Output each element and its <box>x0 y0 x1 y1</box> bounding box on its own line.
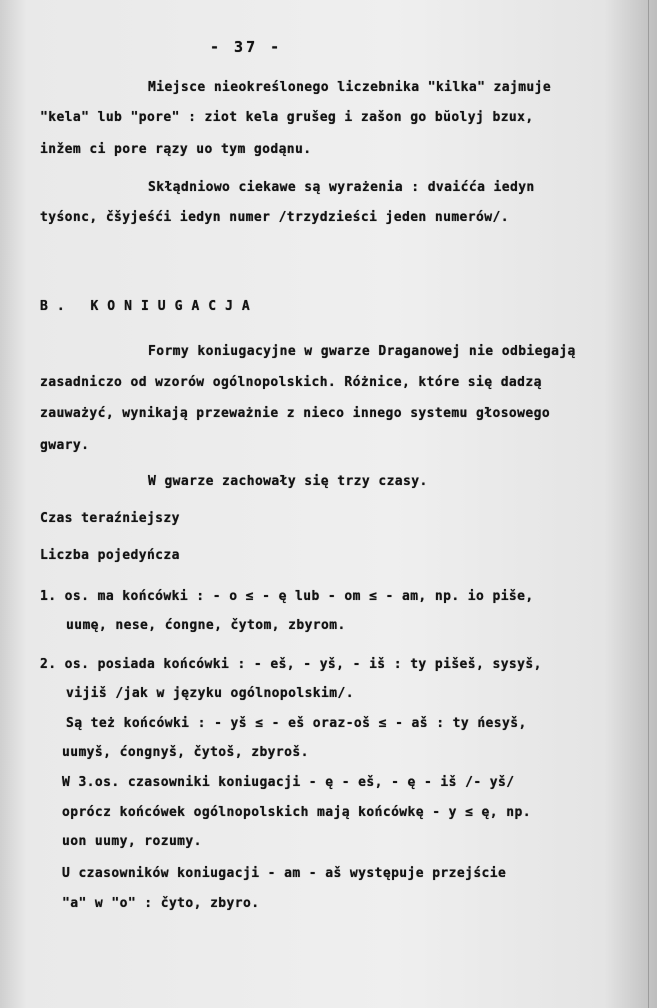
text-line: uumyš, ćongnyš, čytoš, zbyroš. <box>62 745 309 760</box>
section-heading: B. KONIUGACJA <box>40 299 259 314</box>
text-line: Miejsce nieokreślonego liczebnika "kilka" zajmuje <box>148 80 552 95</box>
text-line: inžem ci pore rązy uo tym godąnu. <box>40 142 312 157</box>
text-line: U czasowników koniugacji - am - aš występuje przejście <box>62 866 507 881</box>
text-line: uumę, nese, ćongne, čytom, zbyrom. <box>66 618 346 633</box>
text-line: Skłądniowo ciekawe są wyrażenia : dvaićća iedyn <box>148 180 535 195</box>
text-line: zasadniczo od wzorów ogólnopolskich. Różnice, które się dadzą <box>40 375 542 390</box>
text-line: 2. os. posiada końcówki : - eš, - yš, - iš : ty pišeš, sysyš, <box>40 657 542 672</box>
subheading-present-tense: Czas teraźniejszy <box>40 511 180 526</box>
text-line: Formy koniugacyjne w gwarze Draganowej nie odbiegają <box>148 344 576 359</box>
subheading-singular: Liczba pojedyńcza <box>40 548 180 563</box>
text-line: "a" w "o" : čyto, zbyro. <box>62 896 260 911</box>
text-line: zauważyć, wynikają przeważnie z nieco innego systemu głosowego <box>40 406 551 421</box>
text-line: 1. os. ma końcówki : - o ≤ - ę lub - om ≤ - am, np. io piše, <box>40 589 534 604</box>
page-number: - 37 - <box>210 38 283 56</box>
page-edge-shadow <box>648 0 649 1008</box>
text-line: oprócz końcówek ogólnopolskich mają końcówkę - y ≤ ę, np. <box>62 805 531 820</box>
text-line: vijiš /jak w języku ogólnopolskim/. <box>66 686 354 701</box>
text-line: "kela" lub "pore" : ziot kela grušeg i zašon go bŭolyj bzux, <box>40 110 534 125</box>
text-line: tyśonc, čšyjeśći iedyn numer /trzydzieści jeden numerów/. <box>40 210 509 225</box>
text-line: W 3.os. czasowniki koniugacji - ę - eš, - ę - iš /- yš/ <box>62 775 515 790</box>
text-line: Są też końcówki : - yš ≤ - eš oraz-oš ≤ - aš : ty ńesyš, <box>66 716 527 731</box>
text-line: W gwarze zachowały się trzy czasy. <box>148 474 428 489</box>
text-line: uon uumy, rozumy. <box>62 834 202 849</box>
text-line: gwary. <box>40 438 90 453</box>
